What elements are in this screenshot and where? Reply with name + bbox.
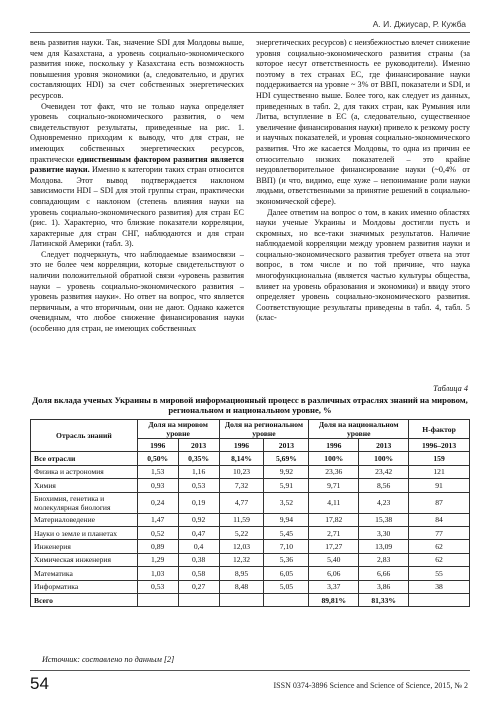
table-cell: 0,92 xyxy=(178,513,219,526)
table-cell: 1,29 xyxy=(137,553,178,566)
row-label: Химия xyxy=(31,479,138,492)
table-cell: 91 xyxy=(409,479,470,492)
table-row xyxy=(31,526,470,539)
table-cell: 38 xyxy=(409,580,470,593)
row-label: Математика xyxy=(31,567,138,580)
table-body xyxy=(31,452,470,607)
table-cell: 5,36 xyxy=(264,553,309,566)
table-cell: 1,47 xyxy=(137,513,178,526)
table-cell: 0,27 xyxy=(178,580,219,593)
table-cell: 15,38 xyxy=(359,513,409,526)
table-cell: 4,77 xyxy=(219,492,264,513)
row-label: Все отрасли xyxy=(31,452,138,465)
table-cell: 0,53 xyxy=(178,479,219,492)
table-cell: 5,45 xyxy=(264,526,309,539)
table-row xyxy=(31,567,470,580)
paragraph-text: Очевиден тот факт, что не только наука определяет уровень социально-экономического развития, о чем свидетельствуют результаты, приведенные на рис. 1. Одновременно приходим к выводу, что для стран, не имеющих собственных энергетических ресурсов, практически xyxy=(30,101,244,164)
table-cell: 5,22 xyxy=(219,526,264,539)
table-cell: 0,50% xyxy=(137,452,178,465)
table-cell: 12,32 xyxy=(219,553,264,566)
table-cell: 0,93 xyxy=(137,479,178,492)
column-header-year: 2013 xyxy=(359,439,409,452)
table-row-total xyxy=(31,593,470,606)
row-label: Материаловедение xyxy=(31,513,138,526)
table-row xyxy=(31,540,470,553)
table-row xyxy=(31,580,470,593)
table-cell: 100% xyxy=(359,452,409,465)
table-cell xyxy=(219,593,264,606)
journal-citation: ISSN 0374-3896 Science and Science of Science, 2015, № 2 xyxy=(273,681,468,690)
table-cell: 4,23 xyxy=(359,492,409,513)
row-label: Инженерия xyxy=(31,540,138,553)
table-cell: 87 xyxy=(409,492,470,513)
emphasis-text: единственным фактором развития является развитие науки. xyxy=(30,154,244,175)
table-cell: 0,89 xyxy=(137,540,178,553)
paragraph: вень развития науки. Так, значение SDI для Молдовы выше, чем для Казахстана, а уровень социально-экономического развития ниже, поскольку у Казахстана есть возможность повышения уровня экономики (а, следовательно, и других составляющих HDI) за счет собственных энергетических ресурсов. xyxy=(30,38,244,100)
table-cell: 0,38 xyxy=(178,553,219,566)
table-cell xyxy=(409,593,470,606)
table-cell: 2,71 xyxy=(309,526,359,539)
row-label: Биохимия, генетика и молекулярная биология xyxy=(31,492,138,513)
table-cell: 7,10 xyxy=(264,540,309,553)
table-cell: 6,66 xyxy=(359,567,409,580)
table-cell: 1,03 xyxy=(137,567,178,580)
table-row xyxy=(31,513,470,526)
table-cell: 7,32 xyxy=(219,479,264,492)
table-row xyxy=(31,492,470,513)
table-cell: 3,52 xyxy=(264,492,309,513)
table-cell: 0,4 xyxy=(178,540,219,553)
table-cell: 0,35% xyxy=(178,452,219,465)
row-label: Науки о земле и планетах xyxy=(31,526,138,539)
table-cell: 1,16 xyxy=(178,465,219,478)
column-header-year: 1996 xyxy=(137,439,178,452)
table-cell: 23,42 xyxy=(359,465,409,478)
row-label: Информатика xyxy=(31,580,138,593)
table-cell: 9,92 xyxy=(264,465,309,478)
table-cell: 5,40 xyxy=(309,553,359,566)
footer-rule xyxy=(30,670,470,671)
body-text xyxy=(30,38,470,381)
table-cell: 17,27 xyxy=(309,540,359,553)
table-cell: 2,83 xyxy=(359,553,409,566)
table-cell: 5,05 xyxy=(264,580,309,593)
paragraph-text: Именно к категории таких стран относится Молдова. Этот вывод подтверждается наклоном зависимости HDI – SDI для этой группы стран, практически совпадающим с наклоном (степень влияния науки на уровень социально-экономического развития) для стран ЕС (рис. 1). Характерно, что близкие показатели корреляции, характерные для стран СНГ, наблюдаются и для стран Латинской Америки (табл. 3). xyxy=(30,165,244,249)
table-cell: 5,91 xyxy=(264,479,309,492)
table-cell: 8,14% xyxy=(219,452,264,465)
column-header-year: 2013 xyxy=(264,439,309,452)
table-cell: 12,03 xyxy=(219,540,264,553)
table-cell: 9,71 xyxy=(309,479,359,492)
row-label: Физика и астрономия xyxy=(31,465,138,478)
table-cell: 6,05 xyxy=(264,567,309,580)
table-cell: 0,52 xyxy=(137,526,178,539)
table-cell: 3,86 xyxy=(359,580,409,593)
table-cell xyxy=(264,593,309,606)
table-row xyxy=(31,465,470,478)
page-number: 54 xyxy=(30,674,49,693)
header-rule xyxy=(30,32,470,33)
table-cell: 1,53 xyxy=(137,465,178,478)
table-cell: 6,06 xyxy=(309,567,359,580)
column-header-year: 1996 xyxy=(219,439,264,452)
table-cell: 3,37 xyxy=(309,580,359,593)
table-cell: 13,09 xyxy=(359,540,409,553)
table-cell: 8,95 xyxy=(219,567,264,580)
table-title: Доля вклада ученых Украины в мировой информационный процесс в различных отраслях знаний на мировом, региональном и национальном уровне, % xyxy=(32,395,468,415)
table-cell: 5,69% xyxy=(264,452,309,465)
running-header-authors: А. И. Джиусар, Р. Кужба xyxy=(372,19,466,29)
right-column xyxy=(256,38,470,381)
column-group-regional: Доля на региональном уровне xyxy=(219,420,309,439)
table-cell: 17,82 xyxy=(309,513,359,526)
table-cell: 11,59 xyxy=(219,513,264,526)
table-cell: 0,24 xyxy=(137,492,178,513)
column-group-world: Доля на мировом уровне xyxy=(137,420,219,439)
table-cell: 8,48 xyxy=(219,580,264,593)
table-cell: 0,19 xyxy=(178,492,219,513)
column-header-h-factor: Н-фактор xyxy=(409,420,470,439)
table-cell: 84 xyxy=(409,513,470,526)
data-table xyxy=(30,419,470,607)
table-source: Источник: составлено по данным [2] xyxy=(42,655,175,664)
table-cell: 9,94 xyxy=(264,513,309,526)
left-column xyxy=(30,38,244,381)
table-cell: 10,23 xyxy=(219,465,264,478)
table-cell: 23,36 xyxy=(309,465,359,478)
paragraph: энергетических ресурсов) с неизбежностью влечет снижение уровня социально-экономического развития страны (за которое несут ответственность ее руководители). Именно поэтому в тех странах ЕС, где финансирование науки поддерживается на уровне ~ 3% от ВВП, показатели и SDI, и HDI существенно выше. Более того, как следует из данных, приведенных в табл. 2, для таких стран, как Румыния или Литва, вступление в ЕС (а, следовательно, существенное увеличение финансирования науки) привело к резкому росту и научных показателей, и уровня социально-экономического развития. Что же касается Молдовы, то одна из причин ее относительно низких показателей – это крайне неудовлетворительное финансирование науки (~0,4% от ВВП) (и что, видимо, еще хуже – непонимание роли науки людьми, ответственными за принятие решений в социально-экономической сфере). xyxy=(256,38,470,206)
table-cell: 81,33% xyxy=(359,593,409,606)
row-label: Всего xyxy=(31,593,138,606)
column-header-period: 1996–2013 xyxy=(409,439,470,452)
table-cell: 3,30 xyxy=(359,526,409,539)
table-cell: 0,58 xyxy=(178,567,219,580)
paragraph xyxy=(30,102,244,250)
table-label: Таблица 4 xyxy=(433,384,468,393)
column-header-field: Отрасль знаний xyxy=(31,420,138,452)
table-row xyxy=(31,479,470,492)
table-cell: 4,11 xyxy=(309,492,359,513)
table-row xyxy=(31,452,470,465)
table-cell: 89,81% xyxy=(309,593,359,606)
table-cell: 55 xyxy=(409,567,470,580)
table-cell: 62 xyxy=(409,553,470,566)
table-row xyxy=(31,553,470,566)
row-label: Химическая инженерия xyxy=(31,553,138,566)
paragraph: Далее ответим на вопрос о том, в каких именно областях науки ученые Украины и Молдовы достигли пусть и скромных, но все-таки значимых результатов. Наличие наблюдаемой корреляции между уровнем развития науки и социально-экономического развития требует ответа на этот вопрос, в том числе и по той причине, что наука многофункциональна (является частью культуры общества, влияет на уровень образования и экономики) и ввиду этого определяет уровень социально-экономического развития. Соответствующие результаты приведены в табл. 4, табл. 5 (клас- xyxy=(256,207,470,323)
table-cell xyxy=(137,593,178,606)
table-cell xyxy=(178,593,219,606)
table-cell: 159 xyxy=(409,452,470,465)
paragraph: Следует подчеркнуть, что наблюдаемые взаимосвязи – это не более чем корреляции, которые свидетельствуют о наличии положительной обратной связи «уровень развития науки – уровень социально-экономического развития – уровень развития науки». Но ответ на вопрос, что является первичным, а что вторичным, они не дают. Однако кажется очевидным, что любое снижение финансирования науки (особенно для стран, не имеющих собственных xyxy=(30,249,244,334)
column-header-year: 1996 xyxy=(309,439,359,452)
table-cell: 8,56 xyxy=(359,479,409,492)
table-cell: 77 xyxy=(409,526,470,539)
table-cell: 62 xyxy=(409,540,470,553)
table-cell: 121 xyxy=(409,465,470,478)
table-cell: 0,47 xyxy=(178,526,219,539)
column-group-national: Доля на национальном уровне xyxy=(309,420,409,439)
table-cell: 0,53 xyxy=(137,580,178,593)
column-header-year: 2013 xyxy=(178,439,219,452)
table-cell: 100% xyxy=(309,452,359,465)
